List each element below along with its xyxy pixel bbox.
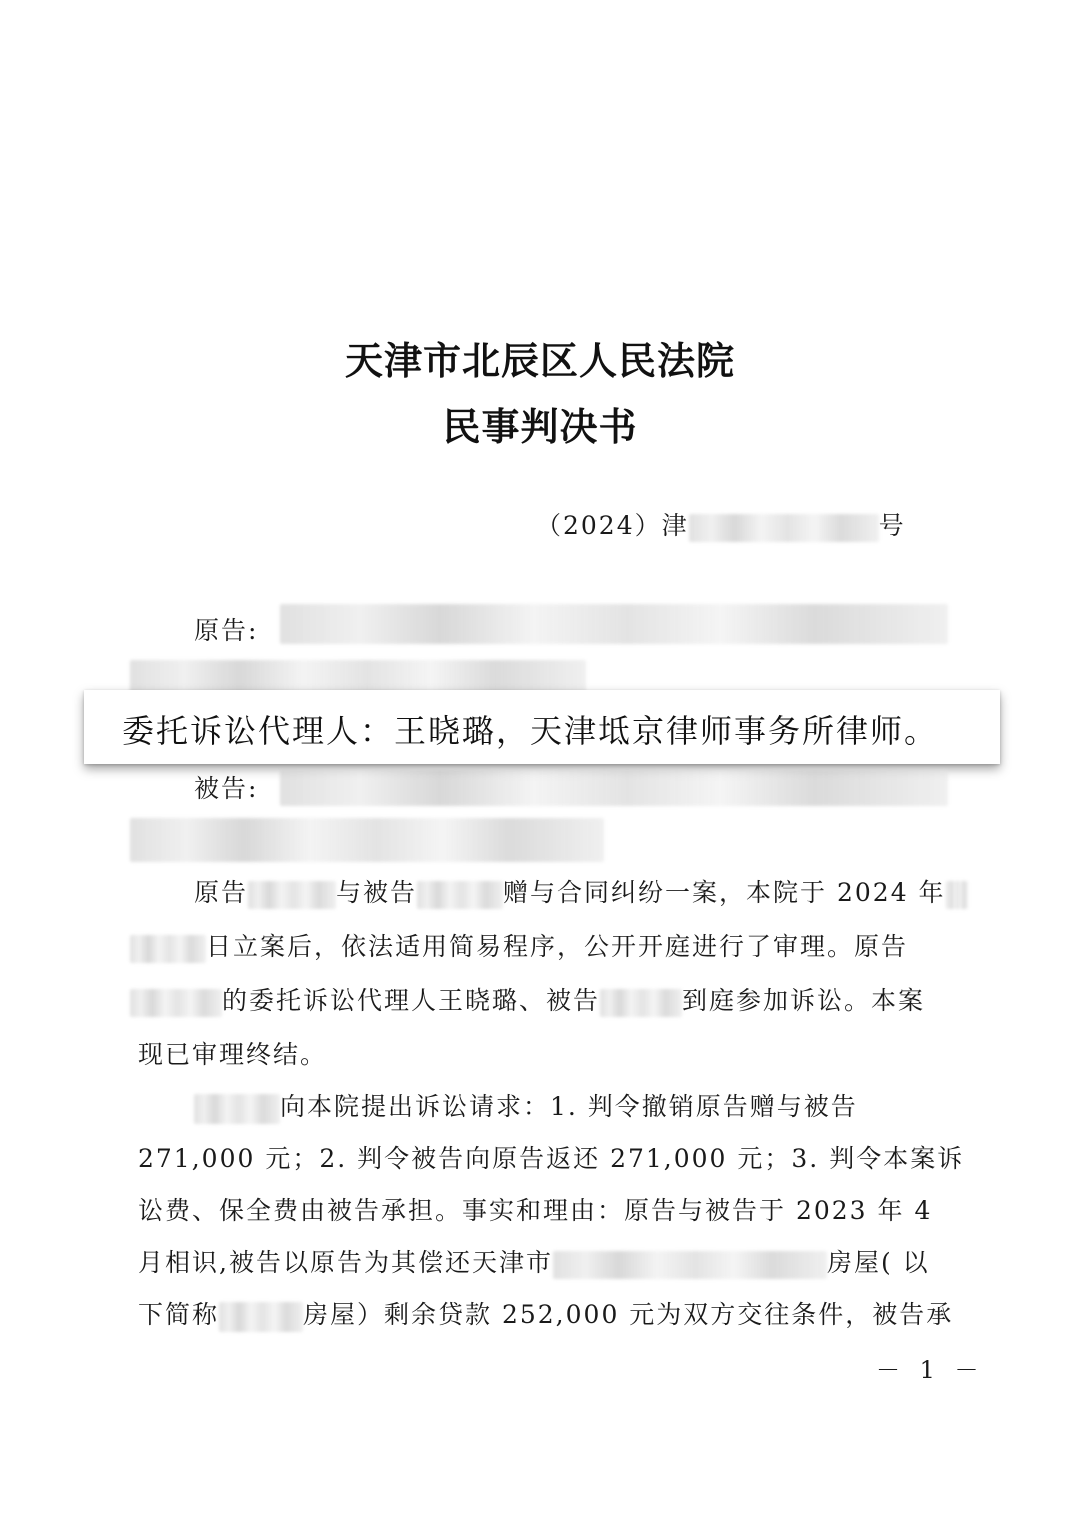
redacted-address [553, 1251, 827, 1279]
redacted-name [417, 881, 503, 909]
paragraph-2-line-1 [194, 1090, 858, 1124]
plaintiff-label: 原告: [194, 616, 259, 645]
p2-text-l5-b: 房屋）剩余贷款 252,000 元为双方交往条件，被告承 [303, 1300, 954, 1329]
paragraph-2-line-2: 271,000 元；2. 判令被告向原告返还 271,000 元；3. 判令本案诉 [138, 1144, 965, 1173]
p1-text-a: 原告 [194, 878, 249, 907]
p2-text-l1: 向本院提出诉讼请求：1. 判令撤销原告赠与被告 [280, 1092, 858, 1121]
paragraph-2-line-4 [138, 1246, 930, 1280]
p1-text-b: 与被告 [336, 878, 418, 907]
agent-line: 委托诉讼代理人：王晓璐，天津坻京律师事务所律师。 [122, 712, 939, 750]
p1-text-l3-b: 到庭参加诉讼。本案 [682, 986, 926, 1015]
document-type: 民事判决书 [442, 404, 638, 449]
case-number [536, 506, 906, 542]
redacted-defendant-info-cont [130, 818, 604, 862]
page-number: － 1 － [876, 1356, 985, 1384]
redacted-name [600, 989, 682, 1017]
redacted-name [248, 881, 336, 909]
p2-text-l5-a: 下简称 [138, 1300, 220, 1329]
court-name: 天津市北辰区人民法院 [344, 338, 735, 383]
redacted-property-name [219, 1302, 303, 1332]
paragraph-1-line-2 [130, 930, 908, 964]
paragraph-2-line-5 [138, 1298, 953, 1332]
paragraph-1-line-4: 现已审理终结。 [138, 1040, 328, 1069]
redacted-name [194, 1094, 280, 1124]
case-number-prefix: （2024）津 [536, 511, 689, 540]
p1-text-c: 赠与合同纠纷一案，本院于 2024 年 [503, 878, 946, 907]
p1-text-l2: 日立案后，依法适用简易程序，公开开庭进行了审理。原告 [206, 932, 909, 961]
case-number-suffix: 号 [878, 511, 906, 540]
redacted-defendant-info [280, 770, 948, 806]
defendant-label: 被告: [194, 774, 259, 803]
redacted-case-number [689, 514, 879, 542]
p1-text-l3-a: 的委托诉讼代理人王晓璐、被告 [222, 986, 601, 1015]
paragraph-1-line-3 [130, 984, 925, 1018]
p2-text-l4-a: 月相识,被告以原告为其偿还天津市 [138, 1248, 553, 1277]
p2-text-l4-b: 房屋( 以 [826, 1248, 930, 1277]
paragraph-2-line-3: 讼费、保全费由被告承担。事实和理由：原告与被告于 2023 年 4 [138, 1196, 933, 1225]
redacted-name [130, 989, 222, 1017]
redacted-date [946, 881, 968, 909]
redacted-plaintiff-info [280, 604, 948, 644]
redacted-date [130, 935, 206, 963]
paragraph-1-line-1 [194, 876, 968, 910]
